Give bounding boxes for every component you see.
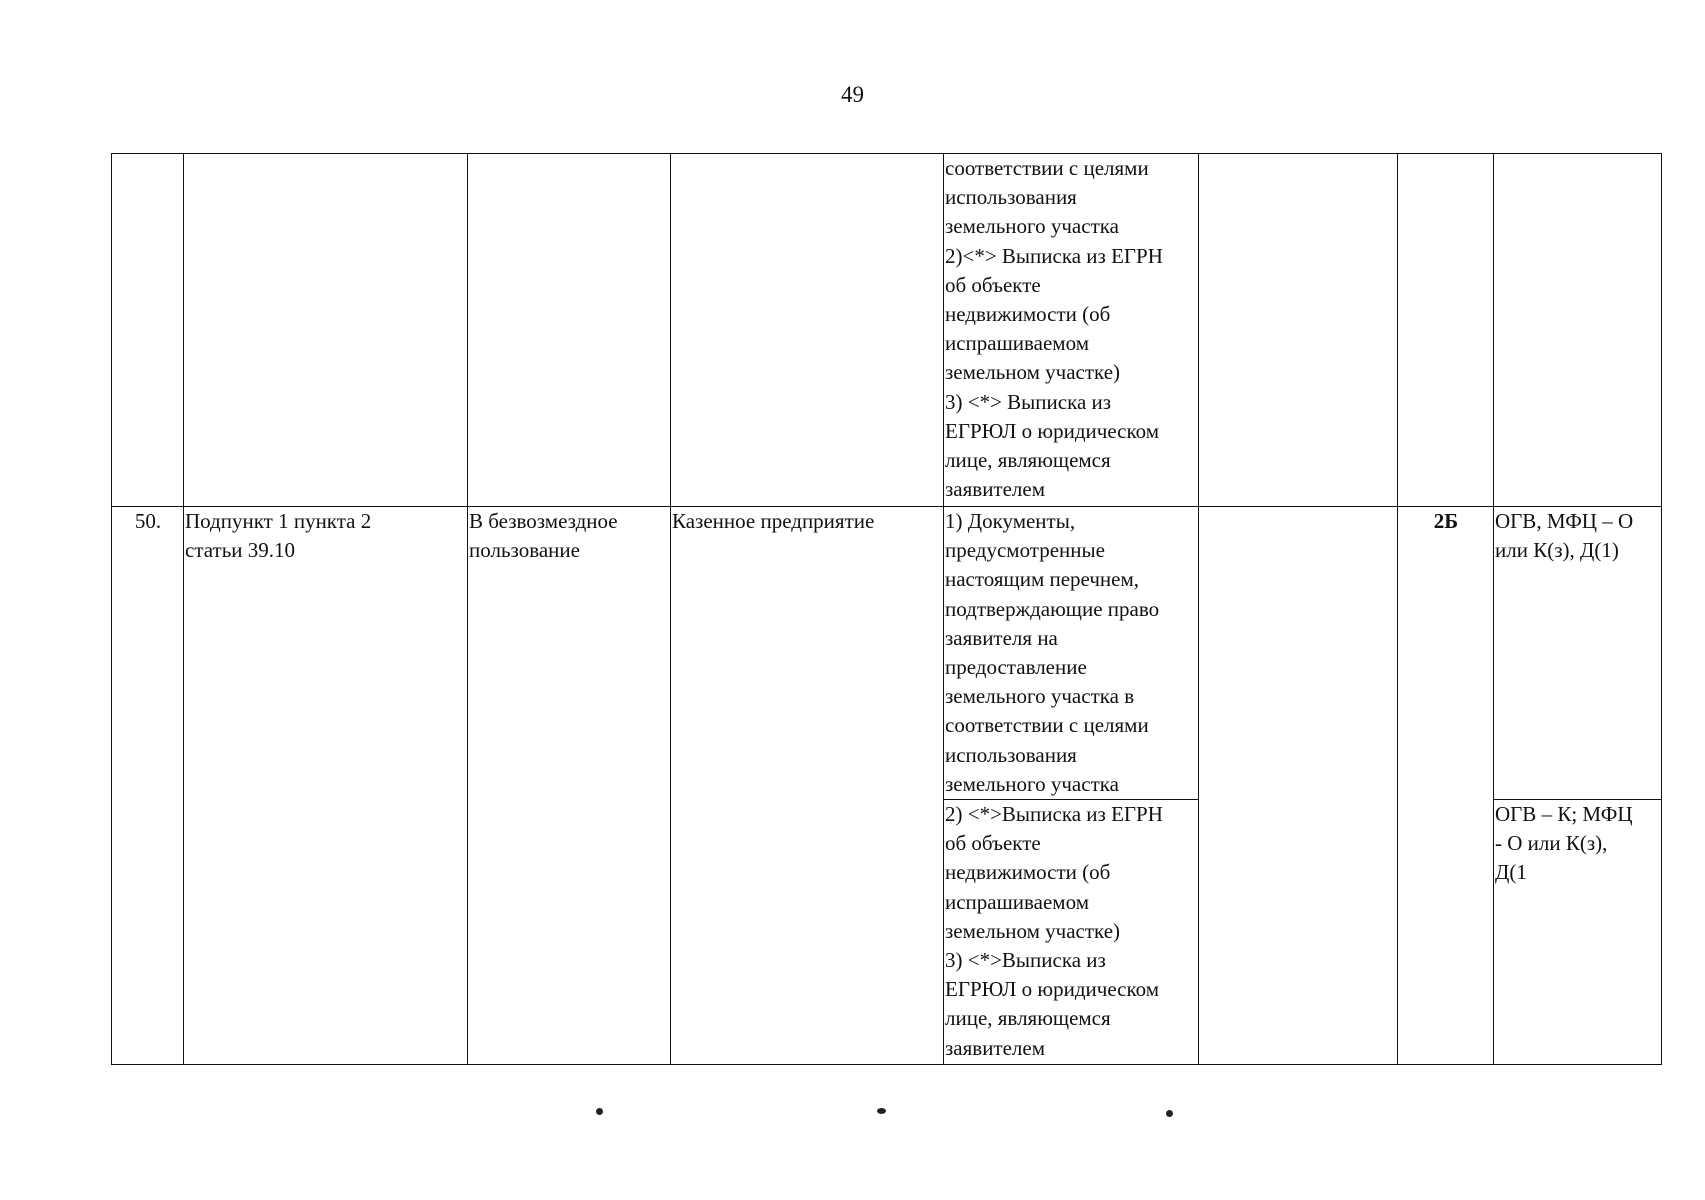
documents-part2-text: 2) <*>Выписка из ЕГРН об объекте недвижимости (об испрашиваемом земельном участке) 3) <*>Выписка из ЕГРЮЛ о юридическом лице, являющемся заявителем: [945, 802, 1163, 1060]
cell-row-number: 50.: [112, 507, 184, 1065]
cell-extra: [1199, 507, 1398, 1065]
table-row-continuation: [112, 154, 1662, 507]
cell-method-part2: [1494, 800, 1662, 1065]
cell-method-part1: [1494, 507, 1662, 800]
scan-speck: [877, 1108, 886, 1114]
documents-part1-text: 1) Документы, предусмотренные настоящим перечнем, подтверждающие право заявителя на предоставление земельного участка в соответствии с целями использования земельного участка: [945, 509, 1160, 796]
page-number: 49: [841, 82, 864, 107]
applicant-text: Казенное предприятие: [672, 509, 875, 533]
cell-documents-part1: [944, 507, 1199, 800]
cell-right-type: [468, 507, 671, 1065]
cell-code: 2Б: [1398, 507, 1494, 1065]
cell-number-empty: [112, 154, 184, 507]
cell-extra-empty: [1199, 154, 1398, 507]
table-row-50-a: [112, 507, 1662, 800]
cell-documents-part2: [944, 800, 1199, 1065]
documents-table: [111, 153, 1662, 1065]
method-part2-text: ОГВ – К; МФЦ - О или К(з), Д(1: [1495, 802, 1633, 885]
cell-basis-empty: [184, 154, 468, 507]
cell-applicant: [671, 507, 944, 1065]
cell-basis: [184, 507, 468, 1065]
cell-method-empty: [1494, 154, 1662, 507]
documents-continuation-text: соответствии с целями использования земельного участка 2)<*> Выписка из ЕГРН об объекте недвижимости (об испрашиваемом земельном участке) 3) <*> Выписка из ЕГРЮЛ о юридическом лице, являющемся заявителем: [945, 156, 1163, 502]
cell-right-type-empty: [468, 154, 671, 507]
right-type-text: В безвозмездное пользование: [469, 509, 618, 563]
cell-code-empty: [1398, 154, 1494, 507]
basis-text: Подпункт 1 пункта 2 статьи 39.10: [185, 509, 372, 563]
scan-speck: [596, 1108, 603, 1115]
scan-speck: [1166, 1110, 1173, 1117]
cell-applicant-empty: [671, 154, 944, 507]
method-part1-text: ОГВ, МФЦ – О или К(з), Д(1): [1495, 509, 1634, 563]
cell-documents-continuation: [944, 154, 1199, 507]
